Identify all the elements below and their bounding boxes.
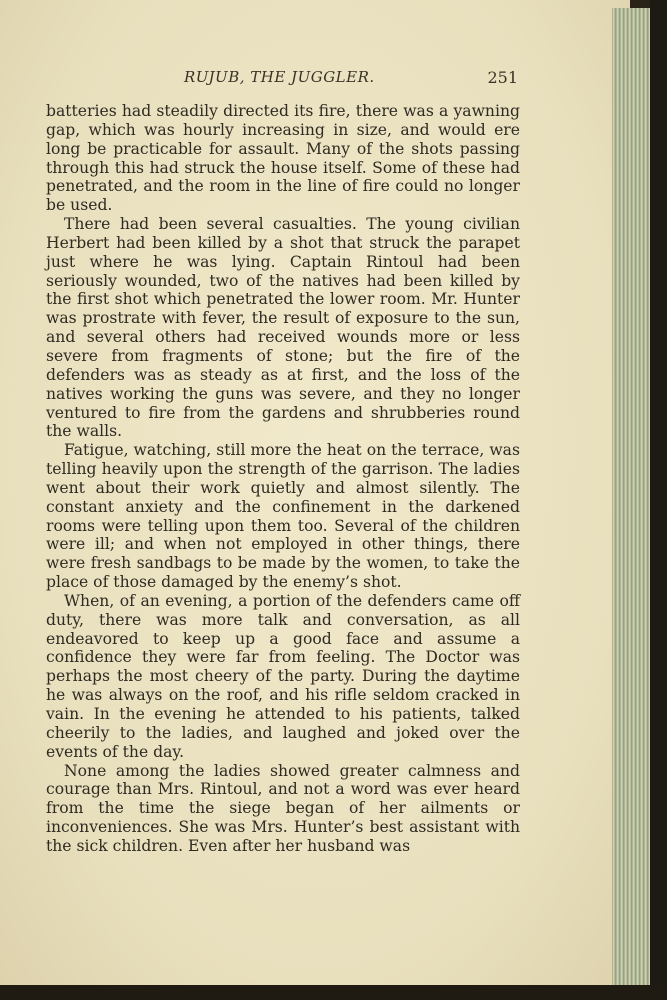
paragraph-2: There had been several casualties. The young civilian Herbert had been killed by a shot that struck the parapet just where he was lying. Captain Rintoul had been seriously wounded, two of the natives had been killed by the first shot which penetrated the lower room. Mr. Hunter was prostrate with fever, the result of exposure to the sun, and several others had received wounds more or less severe from fragments of stone; but the fire of the defenders was as steady as at first, and the loss of the natives working the guns was severe, and they no longer ventured to fire from the gardens and shrubberies round the walls.: [46, 215, 520, 441]
book-cover-right: [650, 0, 667, 1000]
paragraph-4: When, of an evening, a portion of the defenders came off duty, there was more talk and conversation, as all endeavored to keep up a good face and assume a confidence they were far from feeling. The Doctor was perhaps the most cheery of the party. During the daytime he was always on the roof, and his rifle seldom cracked in vain. In the evening he attended to his patients, talked cheerily to the ladies, and laughed and joked over the events of the day.: [46, 591, 520, 761]
paragraph-1: batteries had steadily directed its fire, there was a yawning gap, which was hourly increasing in size, and would ere long be practicable for assault. Many of the shots passing through this had struck the house itself. Some of these had penetrated, and the room in the line of fire could no longer be used.: [46, 102, 520, 215]
running-title: RUJUB, THE JUGGLER.: [184, 68, 375, 86]
paragraph-5: None among the ladies showed greater calmness and courage than Mrs. Rintoul, and not a word was ever heard from the time the siege began of her ailments or inconveniences. She was Mrs. Hunter’s best assistant with the sick children. Even after her husband was: [46, 761, 520, 855]
page-number: 251: [487, 68, 518, 87]
book-cover-bottom: [0, 985, 667, 1000]
page-header: [46, 66, 520, 90]
body-text: [46, 102, 520, 856]
paragraph-3: Fatigue, watching, still more the heat on the terrace, was telling heavily upon the strength of the garrison. The ladies went about their work quietly and almost silently. The constant anxiety and the confinement in the darkened rooms were telling upon them too. Several of the children were ill; and when not employed in other things, there were fresh sandbags to be made by the women, to take the place of those damaged by the enemy’s shot.: [46, 441, 520, 592]
